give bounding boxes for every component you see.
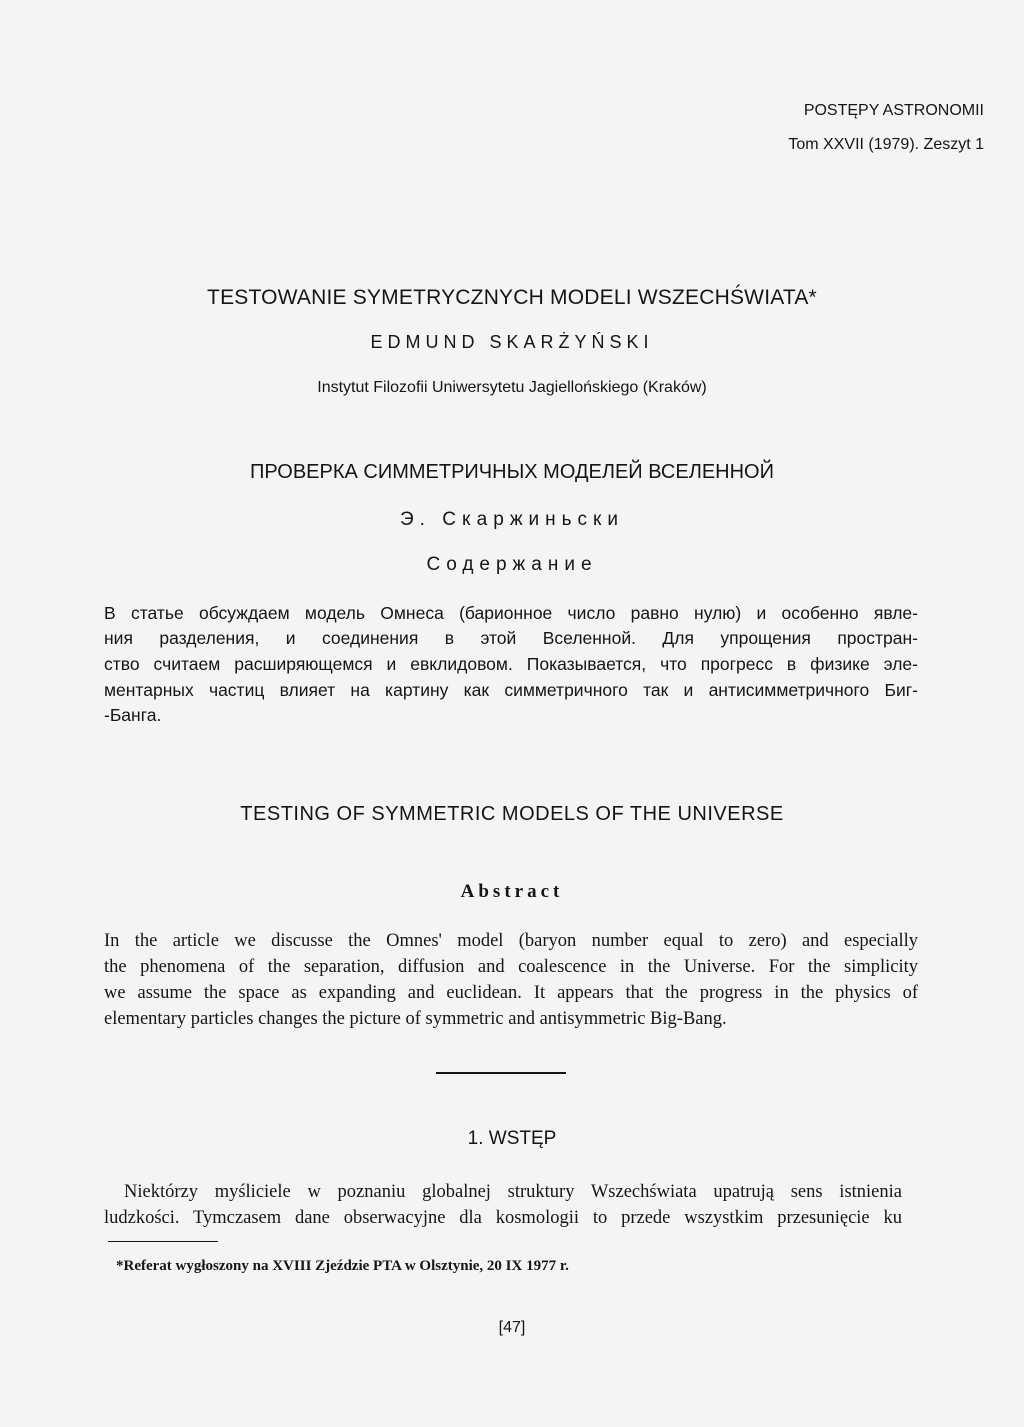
volume-info: Tom XXVII (1979). Zeszyt 1 (788, 136, 984, 153)
abstract-heading: Abstract (460, 881, 564, 902)
body-line: ludzkości. Tymczasem dane obserwacyjne dla kosmologii to przede wszystkim przesunięcie ku (104, 1208, 902, 1228)
summary-line: В статье обсуждаем модель Омнеса (барионное число равно нулю) и особенно явле- (104, 603, 918, 623)
footnote: *Referat wygłoszony na XVIII Zjeździe PTA w Olsztynie, 20 IX 1977 r. (116, 1258, 569, 1274)
abstract-line: the phenomena of the separation, diffusion and coalescence in the Universe. For the simplicity (104, 957, 918, 977)
page-number: [47] (498, 1319, 526, 1336)
affiliation: Instytut Filozofii Uniwersytetu Jagiellońskiego (Kraków) (317, 379, 707, 396)
summary-line: -Банга. (104, 705, 162, 725)
footnote-rule (108, 1241, 218, 1242)
abstract-line: we assume the space as expanding and euclidean. It appears that the progress in the physics of (104, 983, 918, 1003)
author-name-russian: Э. Скаржиньски (400, 509, 624, 530)
article-title-polish: TESTOWANIE SYMETRYCZNYCH MODELI WSZECHŚWIATA* (207, 286, 817, 309)
summary-line: ния разделения, и соединения в этой Вселенной. Для упрощения простран- (104, 628, 918, 648)
summary-heading-russian: Содержание (426, 554, 598, 575)
section-heading: 1. WSTĘP (467, 1128, 557, 1149)
journal-name: POSTĘPY ASTRONOMII (803, 102, 984, 119)
abstract-line: elementary particles changes the picture of symmetric and antisymmetric Big-Bang. (104, 1009, 727, 1029)
section-divider (436, 1072, 566, 1074)
article-title-english: TESTING OF SYMMETRIC MODELS OF THE UNIVERSE (240, 803, 784, 825)
article-title-russian: ПРОВЕРКА СИММЕТРИЧНЫХ МОДЕЛЕЙ ВСЕЛЕННОЙ (250, 461, 774, 483)
summary-line: ство считаем расширяющемся и евклидовом. Показывается, что прогресс в физике эле- (104, 654, 918, 674)
author-name: EDMUND SKARŻYŃSKI (370, 332, 654, 352)
summary-line: ментарных частиц влияет на картину как симметричного так и антисимметричного Биг- (104, 680, 918, 700)
body-line: Niektórzy myśliciele w poznaniu globalnej struktury Wszechświata upatrują sens istnienia (124, 1182, 902, 1202)
abstract-line: In the article we discusse the Omnes' model (baryon number equal to zero) and especially (104, 931, 918, 951)
